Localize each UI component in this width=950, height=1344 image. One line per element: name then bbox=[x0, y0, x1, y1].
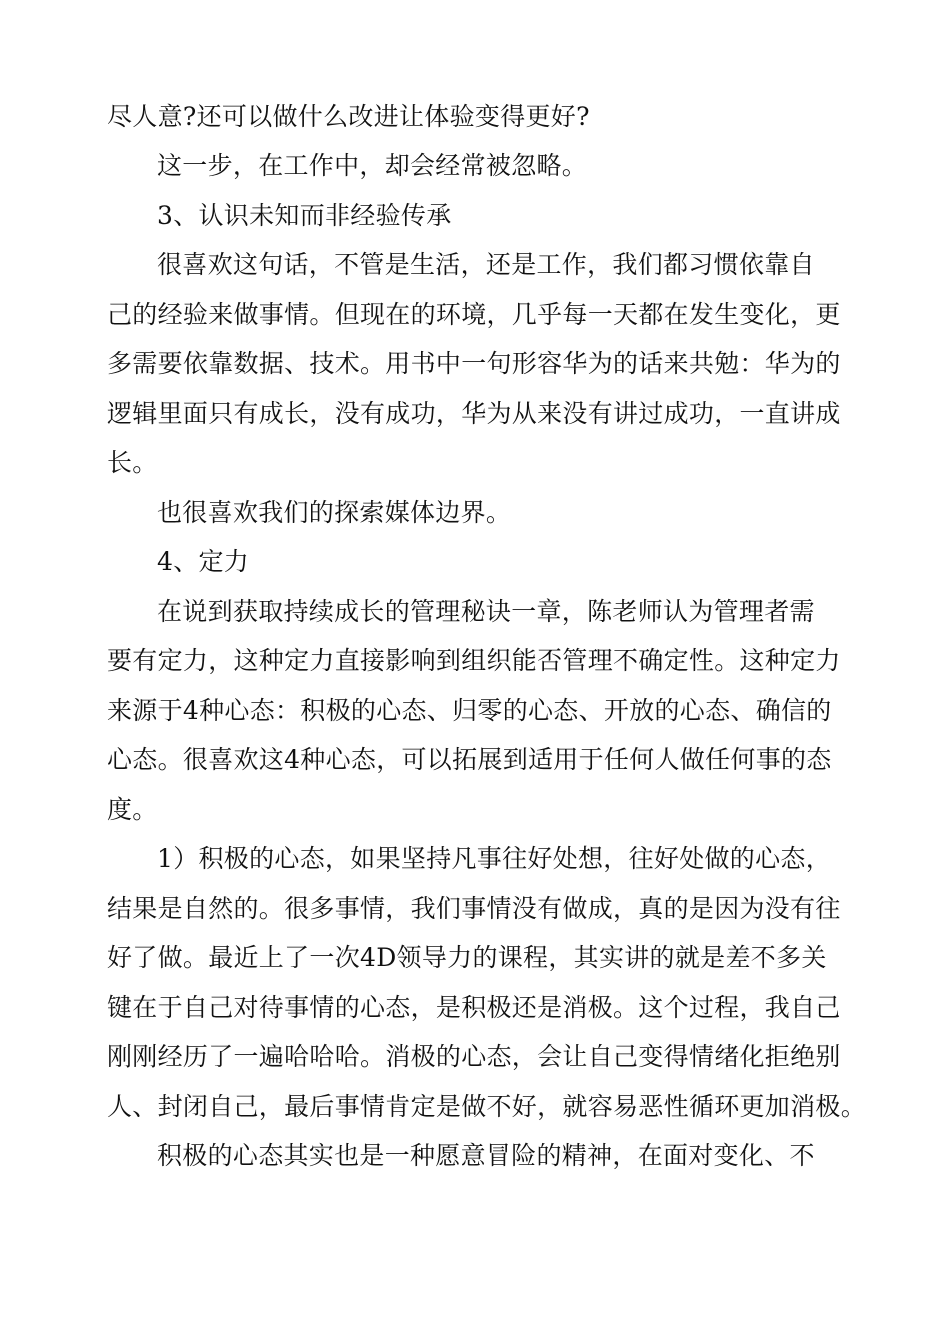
text-line: 长。 bbox=[107, 448, 158, 477]
text-line: 来源于4种心态：积极的心态、归零的心态、开放的心态、确信的 bbox=[107, 696, 832, 725]
text-line: 多需要依靠数据、技术。用书中一句形容华为的话来共勉：华为的 bbox=[107, 349, 841, 378]
text-line: 要有定力，这种定力直接影响到组织能否管理不确定性。这种定力 bbox=[107, 646, 841, 675]
text-line: 这一步，在工作中，却会经常被忽略。 bbox=[157, 151, 588, 180]
text-line: 1）积极的心态，如果坚持凡事往好处想，往好处做的心态， bbox=[157, 844, 832, 873]
text-line: 键在于自己对待事情的心态，是积极还是消极。这个过程，我自己 bbox=[107, 993, 841, 1022]
text-line: 人、封闭自己，最后事情肯定是做不好，就容易恶性循环更加消极。 bbox=[107, 1092, 867, 1121]
text-line: 好了做。最近上了一次4D领导力的课程，其实讲的就是差不多关 bbox=[107, 943, 827, 972]
section-heading: 4、定力 bbox=[157, 547, 250, 576]
text-line: 己的经验来做事情。但现在的环境，几乎每一天都在发生变化，更 bbox=[107, 300, 841, 329]
text-line: 尽人意?还可以做什么改进让体验变得更好? bbox=[107, 102, 590, 131]
text-line: 心态。很喜欢这4种心态，可以拓展到适用于任何人做任何事的态 bbox=[107, 745, 832, 774]
text-line: 逻辑里面只有成长，没有成功，华为从来没有讲过成功，一直讲成 bbox=[107, 399, 841, 428]
text-line: 在说到获取持续成长的管理秘诀一章，陈老师认为管理者需 bbox=[157, 597, 815, 626]
text-line: 刚刚经历了一遍哈哈哈。消极的心态，会让自己变得情绪化拒绝别 bbox=[107, 1042, 841, 1071]
text-line: 也很喜欢我们的探索媒体边界。 bbox=[157, 498, 512, 527]
text-line: 很喜欢这句话，不管是生活，还是工作，我们都习惯依靠自 bbox=[157, 250, 815, 279]
text-line: 度。 bbox=[107, 795, 158, 824]
text-line: 积极的心态其实也是一种愿意冒险的精神，在面对变化、不 bbox=[157, 1141, 815, 1170]
section-heading: 3、认识未知而非经验传承 bbox=[157, 201, 452, 230]
text-line: 结果是自然的。很多事情，我们事情没有做成，真的是因为没有往 bbox=[107, 894, 841, 923]
